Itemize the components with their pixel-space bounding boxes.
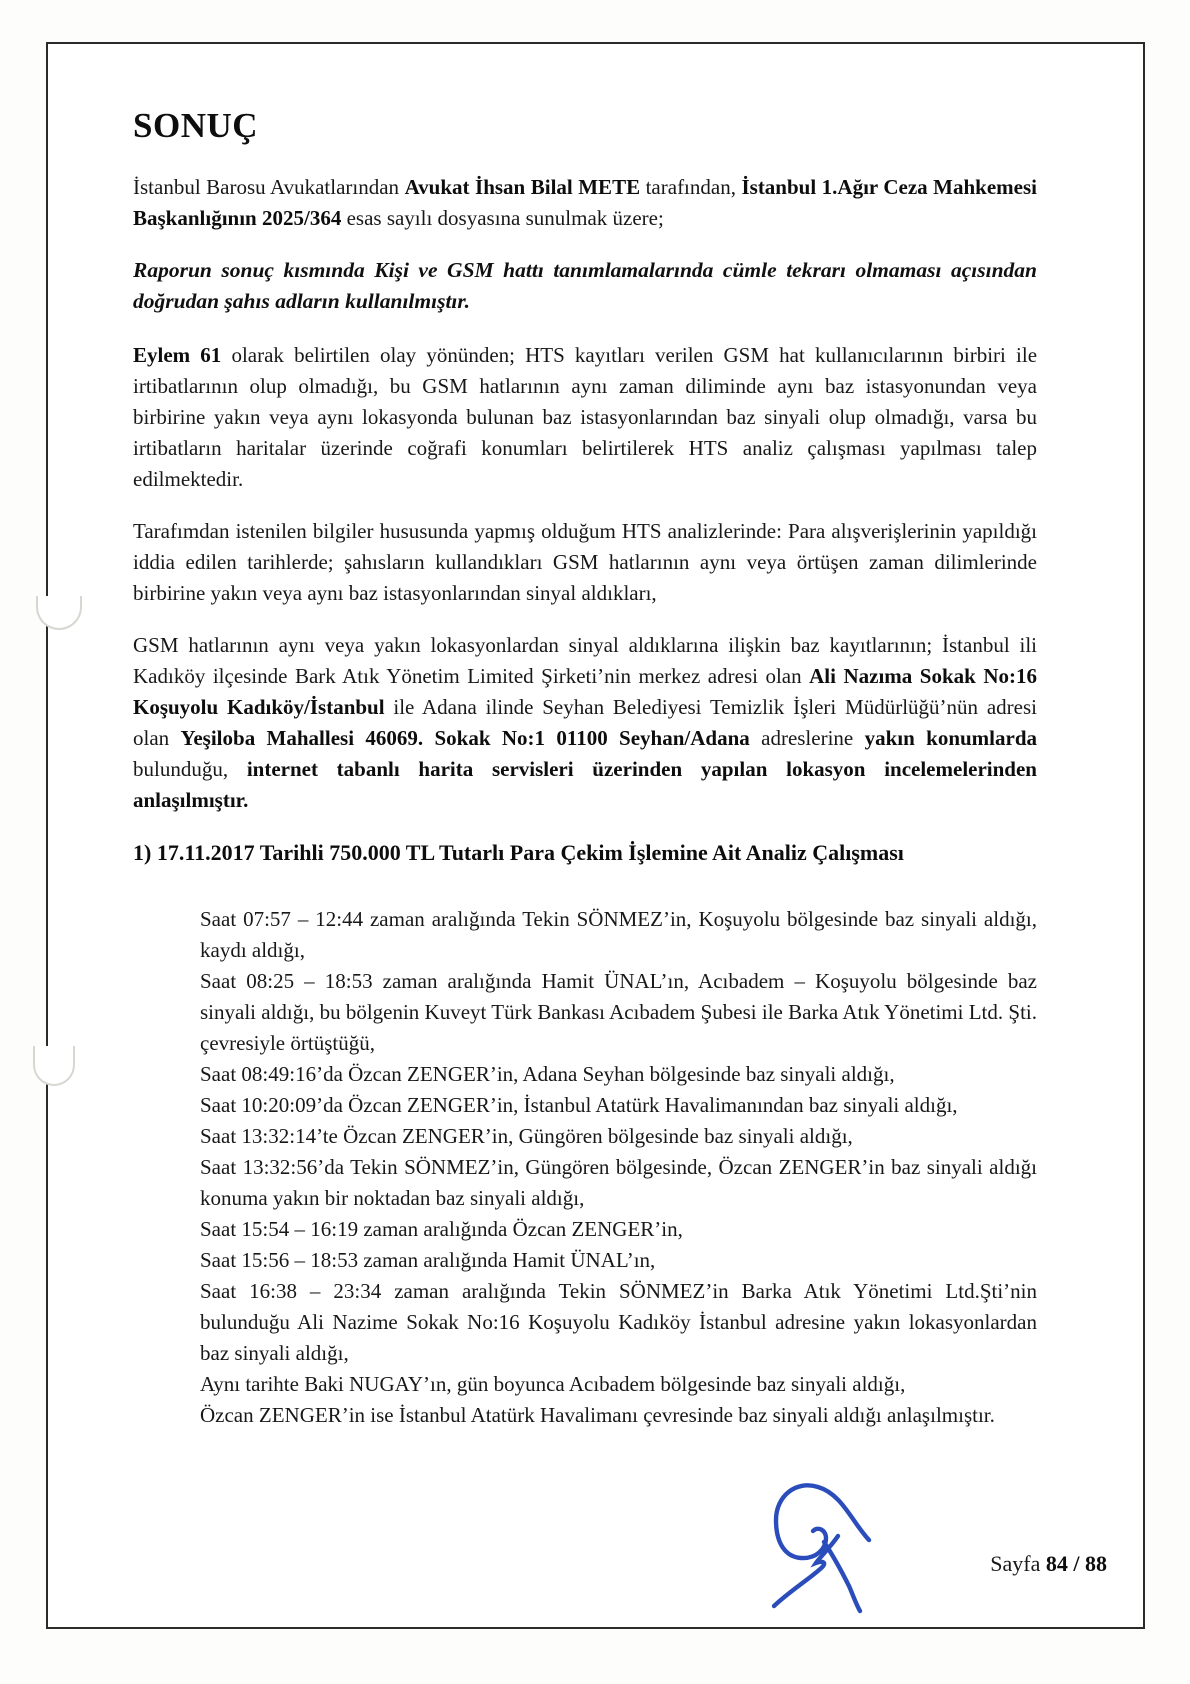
analysis-section-heading: 1) 17.11.2017 Tarihli 750.000 TL Tutarlı Para Çekim İşlemine Ait Analiz Çalışması [133,840,904,865]
list-item: Saat 10:20:09’da Özcan ZENGER’in, İstanbul Atatürk Havalimanından baz sinyali aldığı, [200,1093,958,1117]
list-item: Saat 07:57 – 12:44 zaman aralığında Tekin SÖNMEZ’in, Koşuyolu bölgesinde baz sinyali aldığı, kaydı aldığı, [200,907,1037,962]
list-item: Aynı tarihte Baki NUGAY’ın, gün boyunca Acıbadem bölgesinde baz sinyali aldığı, [200,1372,906,1396]
handwritten-signature-mark [768,1478,876,1618]
document-content [133,0,1037,1431]
list-item: Saat 13:32:56’da Tekin SÖNMEZ’in, Güngören bölgesinde, Özcan ZENGER’in baz sinyali aldığı konuma yakın bir noktadan baz sinyali aldığı, [200,1155,1037,1210]
document-title: SONUÇ [133,106,259,145]
punch-hole-mark [33,1046,75,1086]
signature-loop-stroke [776,1485,869,1558]
paragraph-hts-analysis: Tarafımdan istenilen bilgiler hususunda yapmış olduğum HTS analizlerinde: Para alışverişlerinin yapıldığı iddia edilen tarihlerde; şahısların kullandıkları GSM hatlarının aynı veya örtüşen zaman dilimlerinde birbirine yakın veya aynı baz istasyonlarından sinyal aldıkları, [133,519,1037,605]
list-item: Saat 16:38 – 23:34 zaman aralığında Tekin SÖNMEZ’in Barka Atık Yönetimi Ltd.Şti’nin bulunduğu Ali Nazime Sokak No:16 Koşuyolu Kadıköy İstanbul adresine yakın lokasyonlardan baz sinyali aldığı, [200,1279,1037,1365]
analysis-findings-list [200,904,1037,1431]
list-item: Saat 08:49:16’da Özcan ZENGER’in, Adana Seyhan bölgesinde baz sinyali aldığı, [200,1062,895,1086]
list-item: Özcan ZENGER’in ise İstanbul Atatürk Havalimanı çevresinde baz sinyali aldığı anlaşılmıştır. [200,1403,995,1427]
page-number: Sayfa 84 / 88 [990,1551,1107,1576]
paragraph-eylem-61: Eylem 61 olarak belirtilen olay yönünden; HTS kayıtları verilen GSM hat kullanıcılarının birbiri ile irtibatlarının olup olmadığı, bu GSM hatlarının aynı zaman diliminde aynı baz istasyonundan veya birbirine yakın veya aynı lokasyonda bulunan baz istasyonlarından baz sinyali olup olmadığı, varsa bu irtibatların haritalar üzerinde coğrafi konumları belirtilerek HTS analiz çalışması yapılması talep edilmektedir. [133,343,1038,491]
list-item: Saat 13:32:14’te Özcan ZENGER’in, Güngören bölgesinde baz sinyali aldığı, [200,1124,853,1148]
paragraph-methodology-note: Raporun sonuç kısmında Kişi ve GSM hattı tanımlamalarında cümle tekrarı olmaması açısından doğrudan şahıs adların kullanılmıştır. [133,258,1037,313]
list-item: Saat 15:56 – 18:53 zaman aralığında Hamit ÜNAL’ın, [200,1248,656,1272]
paragraph-intro: İstanbul Barosu Avukatlarından Avukat İhsan Bilal METE tarafından, İstanbul 1.Ağır Ceza Mahkemesi Başkanlığının 2025/364 esas sayılı dosyasına sunulmak üzere; [133,175,1038,230]
paragraph-gsm-locations: GSM hatlarının aynı veya yakın lokasyonlardan sinyal aldıklarına ilişkin baz kayıtlarının; İstanbul ili Kadıköy ilçesinde Bark Atık Yönetim Limited Şirketi’nin merkez adresi olan Ali Nazıma Sokak No:16 Koşuyolu Kadıköy/İstanbul ile Adana ilinde Seyhan Belediyesi Temizlik İşleri Müdürlüğü’nün adresi olan Yeşiloba Mahallesi 46069. Sokak No:1 01100 Seyhan/Adana adreslerine yakın konumlarda bulunduğu, internet tabanlı harita servisleri üzerinden yapılan lokasyon incelemelerinden anlaşılmıştır. [133,633,1037,812]
signature-cross-stroke-1 [824,1542,860,1611]
list-item: Saat 15:54 – 16:19 zaman aralığında Özcan ZENGER’in, [200,1217,683,1241]
list-item: Saat 08:25 – 18:53 zaman aralığında Hamit ÜNAL’ın, Acıbadem – Koşuyolu bölgesinde baz sinyali aldığı, bu bölgenin Kuveyt Türk Bankası Acıbadem Şubesi ile Barka Atık Yönetimi Ltd. Şti. çevresiyle örtüştüğü, [200,969,1037,1055]
